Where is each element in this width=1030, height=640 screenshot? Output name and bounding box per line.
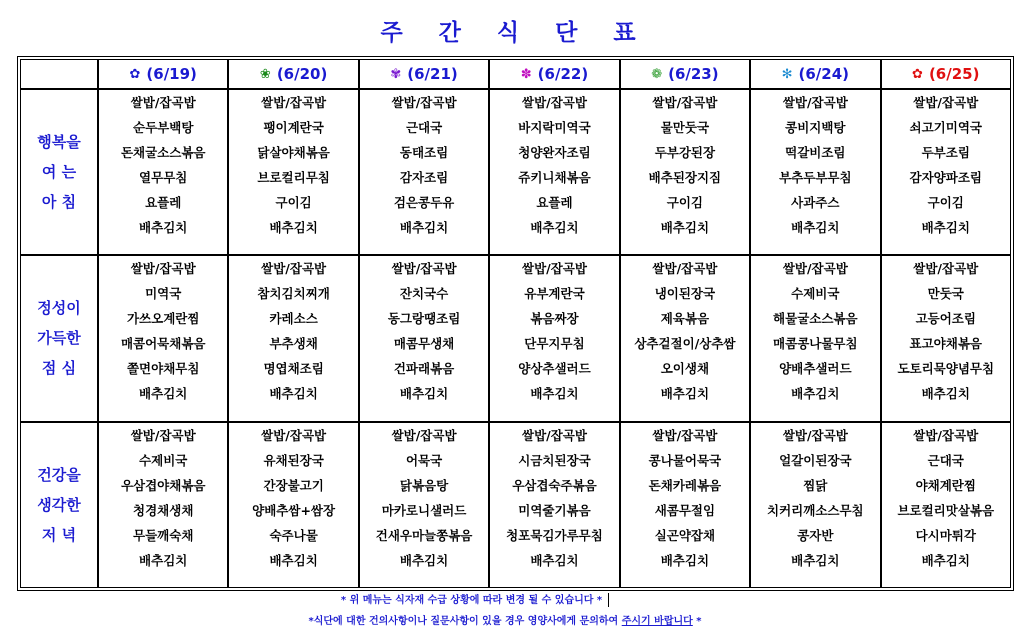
day-header-6 [881,59,1011,89]
menu-item: 돈채굴소스볶음 [120,145,206,160]
menu-cell [98,89,228,255]
weekly-menu-table [20,59,1011,588]
menu-item: 물만둣국 [660,120,710,135]
notice-contact-end: * [692,616,702,627]
menu-item: 유부계란국 [524,286,585,302]
day-label: (6/22) [537,65,589,83]
menu-cell [228,422,358,588]
menu-item: 순두부백탕 [133,120,194,135]
menu-item: 배추된장지짐 [648,170,722,185]
menu-item: 미역국 [145,286,182,302]
day-label: (6/24) [798,65,850,83]
meal-row [20,89,1011,255]
meal-label [20,422,98,588]
menu-item: 브로컬리무침 [257,170,330,185]
menu-item: 동태조림 [399,145,449,160]
menu-item: 콩나물어묵국 [648,452,722,468]
menu-item: 명엽채조림 [263,361,324,377]
menu-item: 배추김치 [399,220,449,235]
menu-cell [750,422,880,588]
menu-item: 카레소스 [269,311,318,327]
menu-item: 건파래볶음 [393,361,455,377]
menu-item: 쌀밥/잡곡밥 [782,427,848,443]
menu-item: 두부강된장 [654,145,716,160]
menu-item: 배추김치 [139,220,188,235]
meal-label [20,89,98,255]
menu-item: 우삼겹야채볶음 [120,477,206,493]
menu-item: 야채계란찜 [915,477,976,493]
flower-icon: ✿ [912,67,923,82]
menu-item: 배추김치 [530,386,579,402]
menu-item: 가쓰오계란찜 [126,311,200,327]
menu-cell [359,255,489,421]
meal-label-line: 점 심 [41,359,77,378]
day-label: (6/25) [928,65,980,83]
notice-change [0,591,990,607]
menu-item: 배추김치 [399,386,449,402]
menu-item: 닭살야채볶음 [257,145,330,160]
menu-item: 열무무침 [139,170,188,185]
menu-item: 동그랑땡조림 [387,311,461,327]
day-label: (6/19) [146,65,197,83]
notice-contact-text: *식단에 대한 건의사항이나 질문사항이 있을 경우 영양사에게 문의하여 [308,616,622,627]
menu-item: 콩자반 [797,527,834,543]
menu-item: 쌀밥/잡곡밥 [913,95,979,110]
menu-item: 얼갈이된장국 [779,452,852,468]
menu-item: 시금치된장국 [518,452,591,468]
menu-item: 구이김 [927,195,964,210]
menu-item: 청경채생채 [133,502,194,518]
menu-cell [620,89,750,255]
menu-item: 배추김치 [791,552,840,568]
notice-contact-underlined: 주시기 바랍니다 [621,616,693,627]
menu-cell [750,89,880,255]
menu-item: 상추겉절이/상추쌈 [634,336,736,352]
menu-item: 쌀밥/잡곡밥 [652,427,718,443]
menu-item: 배추김치 [139,386,188,402]
day-header-3 [489,59,619,89]
menu-cell [98,422,228,588]
menu-item: 건새우마늘쫑볶음 [375,527,473,543]
day-header-4 [620,59,750,89]
menu-item: 브로컬리맛살볶음 [897,502,995,518]
menu-item: 양배추샐러드 [779,361,852,377]
menu-item: 쫄면야채무침 [126,361,200,377]
menu-item: 우삼겹숙주볶음 [512,477,597,493]
menu-item: 배추김치 [269,220,318,235]
corner-cell [20,59,98,89]
menu-cell [620,422,750,588]
menu-cell [359,89,489,255]
day-label: (6/20) [276,65,328,83]
menu-item: 만둣국 [927,286,964,302]
meal-label [20,255,98,421]
menu-item: 쌀밥/잡곡밥 [261,261,327,277]
menu-item: 부추생채 [269,336,318,352]
menu-item: 사과주스 [791,195,840,210]
menu-item: 양상추샐러드 [518,361,591,377]
menu-item: 수제비국 [791,286,840,302]
menu-item: 제육볶음 [660,311,710,327]
menu-item: 어묵국 [405,452,443,468]
menu-item: 배추김치 [791,220,840,235]
menu-item: 쥬키니채볶음 [518,170,591,185]
menu-item: 배추김치 [660,220,710,235]
flower-icon: ✾ [390,67,402,82]
menu-item: 유채된장국 [263,452,324,468]
menu-cell [489,255,619,421]
menu-item: 배추김치 [269,386,318,402]
meal-label-line: 행복을 [37,133,81,152]
menu-item: 해물굴소스볶음 [773,311,858,327]
menu-item: 표고야채볶음 [909,336,982,352]
meal-label-line: 가득한 [37,329,81,348]
menu-item: 미역줄기볶음 [518,502,591,518]
menu-item: 단무지무침 [524,336,585,352]
menu-cell [620,255,750,421]
menu-item: 쌀밥/잡곡밥 [522,261,587,277]
menu-item: 떡갈비조림 [785,145,846,160]
page-title: 주 간 식 단 표 [380,20,650,46]
menu-item: 부추두부무침 [779,170,852,185]
menu-cell [750,255,880,421]
menu-item: 배추김치 [530,552,579,568]
menu-item: 쌀밥/잡곡밥 [782,95,848,110]
menu-item: 쌀밥/잡곡밥 [522,95,587,110]
menu-cell [228,255,358,421]
menu-item: 쌀밥/잡곡밥 [913,261,979,277]
menu-cell [489,89,619,255]
menu-item: 감자양파조림 [909,170,982,185]
menu-item: 검은콩두유 [393,195,455,210]
menu-item: 요플레 [536,195,573,210]
menu-item: 쌀밥/잡곡밥 [391,261,457,277]
day-header-1 [228,59,358,89]
menu-item: 배추김치 [269,552,318,568]
meal-label-line: 아 침 [41,193,77,212]
menu-item: 쌀밥/잡곡밥 [782,261,848,277]
menu-item: 돈채카레볶음 [648,477,722,493]
menu-item: 쌀밥/잡곡밥 [261,427,327,443]
flower-icon: ❀ [259,67,271,82]
menu-item: 실곤약잡채 [654,527,716,543]
day-header-5 [750,59,880,89]
meal-label-line: 정성이 [37,299,81,318]
flower-icon: ✻ [781,67,793,82]
meal-label-line: 건강을 [37,465,81,484]
menu-item: 매콤콩나물무침 [773,336,858,352]
menu-item: 팽이계란국 [263,120,324,135]
menu-item: 쌀밥/잡곡밥 [652,95,718,110]
menu-item: 다시마튀각 [915,527,976,543]
menu-item: 잔치국수 [399,286,449,302]
menu-item: 쌀밥/잡곡밥 [261,95,327,110]
flower-icon: ✽ [520,67,532,82]
menu-item: 구이김 [275,195,312,210]
menu-item: 양배추쌈+쌈장 [252,502,336,518]
menu-item: 쌀밥/잡곡밥 [391,95,457,110]
menu-item: 쌀밥/잡곡밥 [130,261,196,277]
menu-item: 냉이된장국 [654,286,716,302]
menu-item: 닭볶음탕 [399,477,449,493]
menu-item: 근대국 [405,120,443,135]
menu-item: 무들깨숙채 [133,527,194,543]
menu-item: 마카로니샐러드 [381,502,467,518]
flower-icon: ✿ [129,67,141,82]
flower-icon: ❁ [651,67,663,82]
menu-cell [228,89,358,255]
menu-item: 새콤무절임 [654,502,716,518]
menu-item: 쌀밥/잡곡밥 [130,427,196,443]
menu-item: 청양완자조림 [518,145,591,160]
menu-item: 쇠고기미역국 [909,120,982,135]
menu-item: 배추김치 [921,552,970,568]
notice-change-text: * 위 메뉴는 식자재 수급 상황에 따라 변경 될 수 있습니다 * [340,595,603,606]
menu-cell [98,255,228,421]
menu-item: 수제비국 [139,452,188,468]
menu-item: 배추김치 [139,552,188,568]
meal-row [20,255,1011,421]
menu-cell [359,422,489,588]
meal-label-line: 저 녁 [41,525,77,544]
menu-item: 쌀밥/잡곡밥 [913,427,979,443]
menu-item: 찜닭 [803,477,828,493]
menu-item: 배추김치 [399,552,449,568]
menu-item: 배추김치 [921,386,970,402]
meal-row [20,422,1011,588]
menu-item: 근대국 [927,452,964,468]
menu-item: 볶음짜장 [530,311,579,327]
menu-item: 배추김치 [660,552,710,568]
menu-item: 참치김치찌개 [257,286,330,302]
menu-item: 쌀밥/잡곡밥 [522,427,587,443]
menu-item: 두부조림 [921,145,970,160]
menu-cell [881,422,1011,588]
notice-contact [0,612,1020,627]
menu-item: 도토리묵양념무침 [897,361,995,377]
menu-item: 매콤어묵채볶음 [120,336,206,352]
menu-item: 쌀밥/잡곡밥 [652,261,718,277]
menu-item: 고등어조림 [915,311,976,327]
menu-cell [489,422,619,588]
menu-item: 숙주나물 [269,527,318,543]
menu-item: 간장불고기 [263,477,324,493]
menu-item: 청포묵김가루무침 [506,527,603,543]
menu-item: 배추김치 [921,220,970,235]
meal-label-line: 여 는 [41,163,77,182]
menu-item: 쌀밥/잡곡밥 [391,427,457,443]
menu-item: 쌀밥/잡곡밥 [130,95,196,110]
menu-item: 요플레 [145,195,182,210]
menu-item: 오이생채 [660,361,710,377]
menu-cell [881,255,1011,421]
menu-item: 콩비지백탕 [785,120,846,135]
menu-item: 매콤무생채 [393,336,455,352]
menu-item: 배추김치 [530,220,579,235]
menu-item: 배추김치 [791,386,840,402]
menu-item: 치커리깨소스무침 [767,502,864,518]
menu-item: 배추김치 [660,386,710,402]
day-header-2 [359,59,489,89]
menu-item: 감자조림 [399,170,449,185]
day-label: (6/21) [407,65,458,83]
day-label: (6/23) [668,65,719,83]
menu-cell [881,89,1011,255]
menu-item: 바지락미역국 [518,120,591,135]
meal-label-line: 생각한 [37,495,81,514]
text-cursor [608,593,609,607]
day-header-0 [98,59,228,89]
header-row [20,59,1011,89]
menu-item: 구이김 [666,195,704,210]
